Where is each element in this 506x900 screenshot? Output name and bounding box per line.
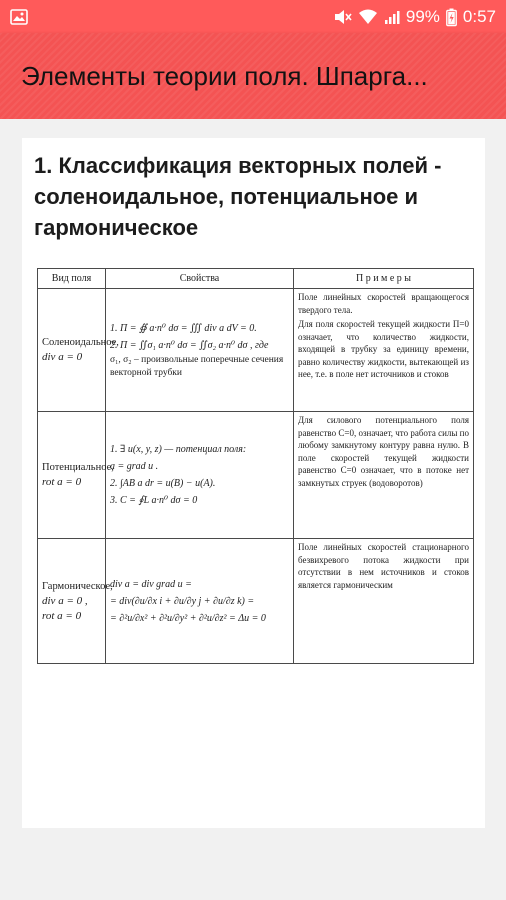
property-formula: a = grad u . bbox=[110, 461, 159, 472]
field-type-name: Гармоническое, bbox=[42, 580, 113, 592]
property-formula: 1. ∃ u(x, y, z) — потенциал поля: bbox=[110, 444, 247, 455]
property-formula: 2. П = ∬σ₁ a·n⁰ dσ = ∬σ₂ a·n⁰ dσ , где bbox=[110, 340, 269, 351]
example-text: Для поля скоростей текущей жидкости П=0 означает, что количество жидкости, входящей в трубку за единицу времени, равно количеству жидкости, вытекающей из нее, т.е. в поле нет источников и стоков bbox=[298, 319, 469, 379]
status-bar bbox=[0, 0, 506, 33]
properties-cell bbox=[106, 289, 294, 412]
status-left bbox=[10, 9, 28, 25]
examples-cell bbox=[294, 539, 474, 664]
field-type-cell bbox=[38, 412, 114, 539]
app-title: Элементы теории поля. Шпарга... bbox=[21, 60, 428, 91]
field-type-name: Потенциальное, bbox=[42, 462, 114, 473]
article-card bbox=[22, 138, 485, 828]
mute-icon bbox=[332, 8, 352, 26]
table-row bbox=[38, 289, 474, 412]
property-formula: = div(∂u/∂x i + ∂u/∂y j + ∂u/∂z k) = bbox=[110, 595, 255, 607]
field-type-condition: div a = 0 , bbox=[42, 594, 88, 607]
classification-table bbox=[37, 268, 474, 664]
properties-cell bbox=[106, 412, 294, 539]
property-formula: 2. ∫AB a dr = u(B) − u(A). bbox=[110, 478, 216, 489]
table-header-cell: Свойства bbox=[106, 269, 294, 289]
article-heading: 1. Классификация векторных полей - соленоидальное, потенциальное и гармоническое bbox=[34, 153, 442, 240]
content-scroll-area[interactable] bbox=[0, 119, 506, 900]
table-header-row bbox=[38, 269, 474, 289]
examples-cell bbox=[294, 412, 474, 539]
properties-cell bbox=[106, 539, 294, 664]
clock: 0:57 bbox=[462, 6, 496, 26]
field-type-condition: rot a = 0 bbox=[42, 476, 82, 488]
table-row bbox=[38, 412, 474, 539]
table-header-cell: Вид поля bbox=[38, 269, 106, 289]
battery-percent: 99% bbox=[405, 6, 440, 26]
property-formula: div a = div grad u = bbox=[110, 578, 192, 590]
table-row bbox=[38, 539, 474, 664]
image-icon bbox=[10, 9, 28, 25]
field-type-cell bbox=[38, 539, 113, 664]
property-formula: = ∂²u/∂x² + ∂²u/∂y² + ∂²u/∂z² = Δu = 0 bbox=[110, 612, 266, 624]
status-right bbox=[332, 7, 496, 27]
wifi-icon bbox=[358, 9, 378, 25]
example-text: Для силового потенциального поля равенство C=0, означает, что работа силы по любому замкнутому контуру равна нулю. В поле скоростей текущей жидкости равенство C=0 означает, что в потоке нет замкнутых струек (водоворотов) bbox=[298, 415, 469, 488]
field-type-condition: rot a = 0 bbox=[42, 609, 82, 622]
field-type-name: Соленоидальное, bbox=[42, 337, 119, 348]
cheat-sheet-table-image bbox=[37, 268, 473, 663]
table-header-cell: П р и м е р ы bbox=[294, 269, 474, 289]
property-formula: 3. C = ∮L a·n⁰ dσ = 0 bbox=[110, 495, 198, 506]
app-bar bbox=[0, 33, 506, 119]
example-text: Поле линейных скоростей вращающегося твердого тела. bbox=[298, 292, 469, 315]
battery-icon bbox=[446, 8, 457, 26]
example-text: Поле линейных скоростей стационарного безвихревого потока жидкости при отсутствии в нем источников и стоков является гармоническим bbox=[298, 542, 469, 590]
field-type-condition: div a = 0 bbox=[42, 351, 83, 363]
property-formula: 1. П = ∯ a·n⁰ dσ = ∭ div a dV = 0. bbox=[110, 323, 257, 334]
signal-icon bbox=[384, 9, 400, 25]
examples-cell bbox=[294, 289, 474, 412]
property-note: σ₁, σ₂ – произвольные поперечные сечения векторной трубки bbox=[110, 355, 284, 378]
field-type-cell bbox=[38, 289, 119, 412]
